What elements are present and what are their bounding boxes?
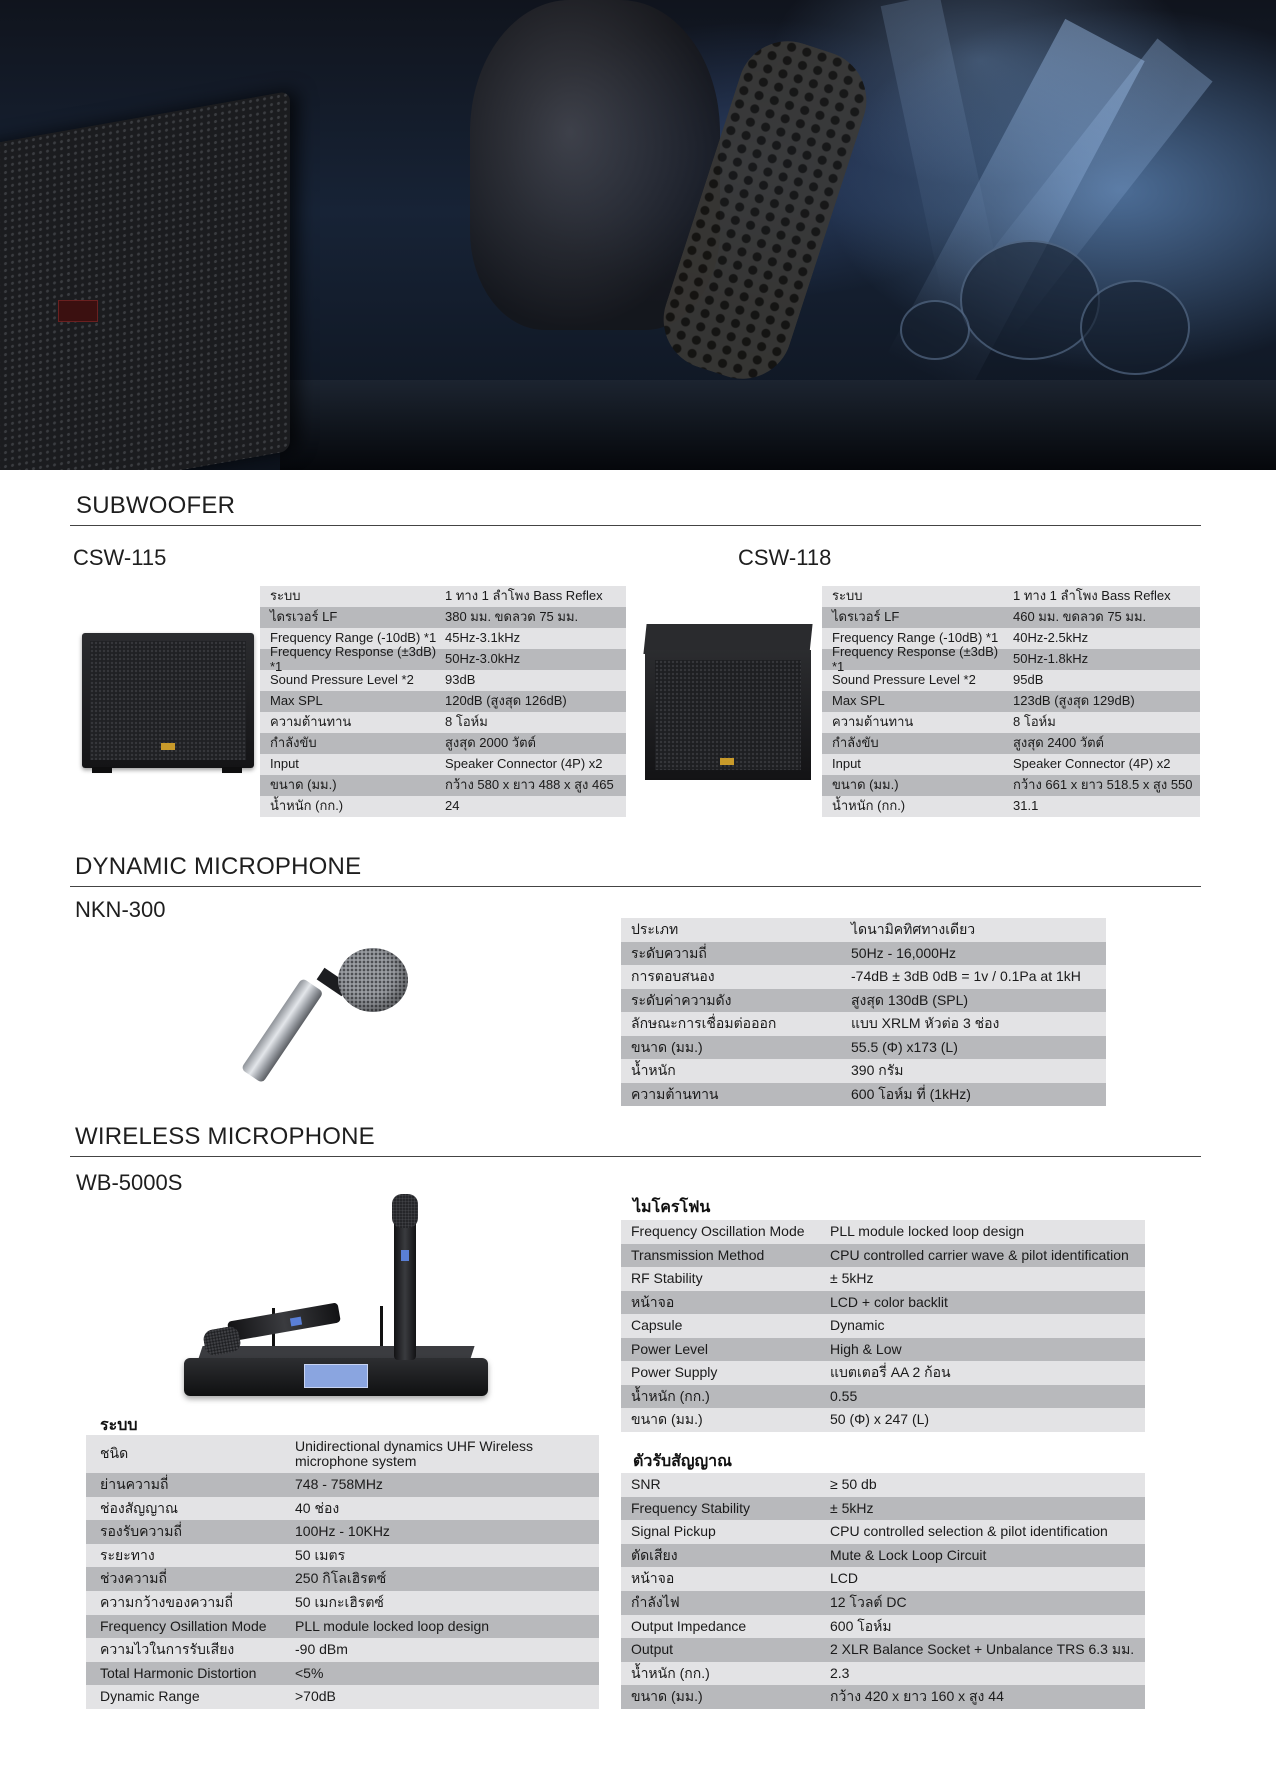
- spec-value: 2.3: [830, 1664, 850, 1681]
- spec-value: LCD + color backlit: [830, 1293, 948, 1310]
- spec-label: ความไวในการรับเสียง: [100, 1641, 235, 1658]
- spec-label: ระบบ: [832, 588, 863, 604]
- spec-label: Frequency Range (-10dB) *1: [270, 630, 437, 646]
- spec-label: Transmission Method: [631, 1246, 765, 1263]
- spec-value: CPU controlled carrier wave & pilot identification: [830, 1246, 1129, 1263]
- spec-value: ± 5kHz: [830, 1499, 874, 1516]
- spec-value: 24: [445, 798, 460, 814]
- spec-label: กำลังไฟ: [631, 1594, 680, 1611]
- spec-value: แบบ XRLM หัวต่อ 3 ช่อง: [851, 1015, 1000, 1032]
- spec-value: 390 กรัม: [851, 1062, 904, 1079]
- spec-row: [86, 1544, 599, 1568]
- spec-row: [260, 607, 626, 628]
- spec-value: 120dB (สูงสุด 126dB): [445, 693, 567, 709]
- spec-label: Frequency Oscillation Mode: [631, 1223, 805, 1240]
- csw115-spec-table: [260, 586, 626, 817]
- spec-value: 45Hz-3.1kHz: [445, 630, 521, 646]
- spec-label: RF Stability: [631, 1270, 703, 1287]
- spec-label: ไดรเวอร์ LF: [270, 609, 338, 625]
- spec-row: [822, 670, 1200, 691]
- spec-row: [621, 1662, 1145, 1686]
- spec-value: PLL module locked loop design: [830, 1223, 1025, 1240]
- spec-row: [621, 1059, 1106, 1083]
- spec-label: ความกว้างของความถี่: [100, 1594, 233, 1611]
- spec-label: Signal Pickup: [631, 1523, 716, 1540]
- spec-value: 12 โวลต์ DC: [830, 1594, 907, 1611]
- section-divider: [70, 1156, 1201, 1157]
- spec-value: ± 5kHz: [830, 1270, 874, 1287]
- spec-label: Frequency Osillation Mode: [100, 1617, 267, 1634]
- spec-value: ≥ 50 db: [830, 1476, 877, 1493]
- section-divider: [70, 525, 1201, 526]
- spec-label: ขนาด (มม.): [270, 777, 337, 793]
- spec-row: [260, 586, 626, 607]
- spec-value: สูงสุด 2400 วัตต์: [1013, 735, 1104, 751]
- spec-value: 380 มม. ขดลวด 75 มม.: [445, 609, 579, 625]
- receiver-heading: ตัวรับสัญญาณ: [633, 1453, 732, 1470]
- spec-value: กว้าง 420 x ยาว 160 x สูง 44: [830, 1688, 1004, 1705]
- spec-value: 8 โอห์ม: [445, 714, 488, 730]
- spec-label: รองรับความถี่: [100, 1523, 182, 1540]
- spec-row: [822, 775, 1200, 796]
- spec-value: -90 dBm: [295, 1641, 348, 1658]
- spec-value: 95dB: [1013, 672, 1044, 688]
- spec-value: 55.5 (Φ) x173 (L): [851, 1038, 958, 1055]
- spec-row: [822, 796, 1200, 817]
- spec-value: 460 มม. ขดลวด 75 มม.: [1013, 609, 1147, 625]
- spec-row: [822, 691, 1200, 712]
- spec-label: Frequency Range (-10dB) *1: [832, 630, 999, 646]
- spec-label: ช่วงความถี่: [100, 1570, 167, 1587]
- spec-label: Input: [832, 756, 861, 772]
- spec-value: -74dB ± 3dB 0dB = 1v / 0.1Pa at 1kH: [851, 968, 1081, 985]
- csw115-model-title: CSW-115: [73, 545, 167, 570]
- spec-value: 50Hz - 16,000Hz: [851, 944, 957, 961]
- spec-row: [621, 1638, 1145, 1662]
- spec-value: >70dB: [295, 1688, 336, 1705]
- spec-label: กำลังขับ: [270, 735, 317, 751]
- spec-label: Input: [270, 756, 299, 772]
- section-divider: [70, 886, 1201, 887]
- spec-value: 50 (Φ) x 247 (L): [830, 1411, 930, 1428]
- spec-row: [621, 1244, 1145, 1268]
- spec-label: หน้าจอ: [631, 1293, 675, 1310]
- spec-row: [260, 691, 626, 712]
- spec-row: [260, 644, 626, 674]
- spec-value: CPU controlled selection & pilot identification: [830, 1523, 1108, 1540]
- spec-row: [621, 1083, 1106, 1107]
- spec-row: [260, 796, 626, 817]
- spec-value: <5%: [295, 1664, 324, 1681]
- spec-label: ระยะทาง: [100, 1546, 155, 1563]
- spec-value: 50 เมกะเฮิรตซ์: [295, 1594, 384, 1611]
- spec-label: Power Supply: [631, 1364, 718, 1381]
- spec-value: 50Hz-1.8kHz: [1013, 651, 1089, 667]
- spec-value: 40Hz-2.5kHz: [1013, 630, 1089, 646]
- spec-row: [260, 733, 626, 754]
- wb5000s-model-title: WB-5000S: [76, 1170, 183, 1195]
- spec-row: [621, 1567, 1145, 1591]
- spec-value: Dynamic: [830, 1317, 885, 1334]
- nkn300-spec-table: [621, 918, 1106, 1106]
- spec-label: น้ำหนัก (กก.): [270, 798, 344, 814]
- spec-row: [621, 1267, 1145, 1291]
- csw118-model-title: CSW-118: [738, 545, 832, 570]
- spec-row: [86, 1615, 599, 1639]
- spec-label: การตอบสนอง: [631, 968, 715, 985]
- spec-label: ชนิด: [100, 1445, 129, 1462]
- spec-row: [260, 670, 626, 691]
- spec-value: Unidirectional dynamics UHF Wireless microphone system: [295, 1437, 534, 1469]
- microphone-heading: ไมโครโฟน: [633, 1199, 711, 1216]
- spec-value: Mute & Lock Loop Circuit: [830, 1546, 987, 1563]
- spec-value: กว้าง 580 x ยาว 488 x สูง 465: [445, 777, 614, 793]
- microphone-spec-table: [621, 1220, 1145, 1432]
- spec-label: ขนาด (มม.): [631, 1411, 703, 1428]
- spec-label: Frequency Response (±3dB) *1: [832, 644, 999, 674]
- spec-label: ขนาด (มม.): [631, 1038, 703, 1055]
- spec-value: LCD: [830, 1570, 859, 1587]
- subwoofer-section-title: SUBWOOFER: [76, 492, 236, 519]
- spec-row: [621, 1291, 1145, 1315]
- spec-label: ประเภท: [631, 921, 679, 938]
- spec-value: 2 XLR Balance Socket + Unbalance TRS 6.3 มม.: [830, 1641, 1135, 1658]
- spec-label: Sound Pressure Level *2: [832, 672, 976, 688]
- dynamic-mic-section-title: DYNAMIC MICROPHONE: [75, 853, 362, 880]
- spec-row: [260, 775, 626, 796]
- spec-row: [621, 1361, 1145, 1385]
- spec-row: [621, 965, 1106, 989]
- spec-label: น้ำหนัก: [631, 1062, 676, 1079]
- spec-label: Frequency Stability: [631, 1499, 751, 1516]
- spec-row: [621, 1408, 1145, 1432]
- spec-label: ลักษณะการเชื่อมต่อออก: [631, 1015, 777, 1032]
- spec-label: SNR: [631, 1476, 661, 1493]
- spec-value: สูงสุด 130dB (SPL): [851, 991, 969, 1008]
- spec-label: หน้าจอ: [631, 1570, 675, 1587]
- spec-row: [822, 644, 1200, 674]
- system-spec-table: [86, 1435, 599, 1709]
- spec-label: ความต้านทาน: [270, 714, 352, 730]
- spec-value: 93dB: [445, 672, 476, 688]
- spec-label: ระดับความถี่: [631, 944, 707, 961]
- spec-row: [86, 1662, 599, 1686]
- spec-label: ระบบ: [270, 588, 301, 604]
- spec-row: [86, 1591, 599, 1615]
- spec-row: [621, 1473, 1145, 1497]
- spec-label: น้ำหนัก (กก.): [631, 1664, 710, 1681]
- spec-value: Speaker Connector (4P) x2: [445, 756, 603, 772]
- spec-value: แบตเตอรี่ AA 2 ก้อน: [830, 1364, 951, 1381]
- spec-row: [86, 1520, 599, 1544]
- spec-row: [621, 1685, 1145, 1709]
- spec-label: น้ำหนัก (กก.): [631, 1387, 710, 1404]
- wireless-mic-section-title: WIRELESS MICROPHONE: [75, 1123, 375, 1150]
- spec-row: [86, 1473, 599, 1497]
- spec-label: Max SPL: [832, 693, 885, 709]
- spec-label: ขนาด (มม.): [832, 777, 899, 793]
- spec-label: Dynamic Range: [100, 1688, 200, 1705]
- spec-row: [822, 712, 1200, 733]
- spec-value: 748 - 758MHz: [295, 1476, 383, 1493]
- spec-row: [822, 586, 1200, 607]
- hero-concert-photo: [0, 0, 1276, 470]
- spec-row: [86, 1567, 599, 1591]
- spec-row: [621, 1591, 1145, 1615]
- spec-label: Sound Pressure Level *2: [270, 672, 414, 688]
- spec-label: ช่องสัญญาณ: [100, 1499, 178, 1516]
- receiver-spec-table: [621, 1473, 1145, 1709]
- spec-row: [621, 918, 1106, 942]
- spec-row: [621, 1220, 1145, 1244]
- spec-value: 600 โอห์ม ที่ (1kHz): [851, 1085, 971, 1102]
- spec-row: [621, 1012, 1106, 1036]
- spec-value: 123dB (สูงสุด 129dB): [1013, 693, 1135, 709]
- spec-value: 1 ทาง 1 ลำโพง Bass Reflex: [1013, 588, 1171, 604]
- spec-value: 0.55: [830, 1387, 858, 1404]
- spec-label: กำลังขับ: [832, 735, 879, 751]
- system-heading: ระบบ: [100, 1417, 138, 1434]
- spec-row: [621, 989, 1106, 1013]
- spec-value: High & Low: [830, 1340, 902, 1357]
- spec-row: [621, 1385, 1145, 1409]
- spec-label: Total Harmonic Distortion: [100, 1664, 257, 1681]
- spec-value: 100Hz - 10KHz: [295, 1523, 390, 1540]
- spec-label: Capsule: [631, 1317, 683, 1334]
- spec-label: Power Level: [631, 1340, 709, 1357]
- spec-value: 40 ช่อง: [295, 1499, 340, 1516]
- spec-row: [822, 607, 1200, 628]
- spec-value: 50 เมตร: [295, 1546, 346, 1563]
- spec-value: 31.1: [1013, 798, 1039, 814]
- spec-row: [621, 1036, 1106, 1060]
- spec-row: [86, 1497, 599, 1521]
- spec-value: 50Hz-3.0kHz: [445, 651, 521, 667]
- spec-label: น้ำหนัก (กก.): [832, 798, 906, 814]
- spec-label: Frequency Response (±3dB) *1: [270, 644, 437, 674]
- spec-row: [621, 1615, 1145, 1639]
- spec-value: Speaker Connector (4P) x2: [1013, 756, 1171, 772]
- spec-row: [260, 712, 626, 733]
- spec-row: [822, 733, 1200, 754]
- spec-label: ตัดเสียง: [631, 1546, 678, 1563]
- spec-label: Output Impedance: [631, 1617, 747, 1634]
- spec-value: กว้าง 661 x ยาว 518.5 x สูง 550: [1013, 777, 1193, 793]
- spec-row: [621, 1338, 1145, 1362]
- spec-value: ไดนามิคทิศทางเดียว: [851, 921, 976, 938]
- spec-row: [822, 754, 1200, 775]
- spec-row: [260, 754, 626, 775]
- spec-label: ย่านความถี่: [100, 1476, 169, 1493]
- spec-value: 250 กิโลเฮิรตซ์: [295, 1570, 387, 1587]
- spec-row: [621, 1314, 1145, 1338]
- spec-value: สูงสุด 2000 วัตต์: [445, 735, 536, 751]
- spec-row: [621, 1497, 1145, 1521]
- spec-row: [621, 1520, 1145, 1544]
- spec-label: ความต้านทาน: [631, 1085, 719, 1102]
- spec-label: ระดับค่าความดัง: [631, 991, 732, 1008]
- spec-row: [86, 1435, 599, 1473]
- spec-row: [86, 1685, 599, 1709]
- spec-row: [621, 942, 1106, 966]
- spec-label: Output: [631, 1641, 674, 1658]
- spec-label: ขนาด (มม.): [631, 1688, 703, 1705]
- spec-row: [86, 1638, 599, 1662]
- spec-value: 8 โอห์ม: [1013, 714, 1056, 730]
- spec-value: 600 โอห์ม: [830, 1617, 892, 1634]
- spec-value: PLL module locked loop design: [295, 1617, 490, 1634]
- nkn300-model-title: NKN-300: [75, 897, 166, 922]
- spec-label: Max SPL: [270, 693, 323, 709]
- spec-value: 1 ทาง 1 ลำโพง Bass Reflex: [445, 588, 603, 604]
- csw118-spec-table: [822, 586, 1200, 817]
- spec-row: [621, 1544, 1145, 1568]
- spec-label: ความต้านทาน: [832, 714, 914, 730]
- spec-label: ไดรเวอร์ LF: [832, 609, 900, 625]
